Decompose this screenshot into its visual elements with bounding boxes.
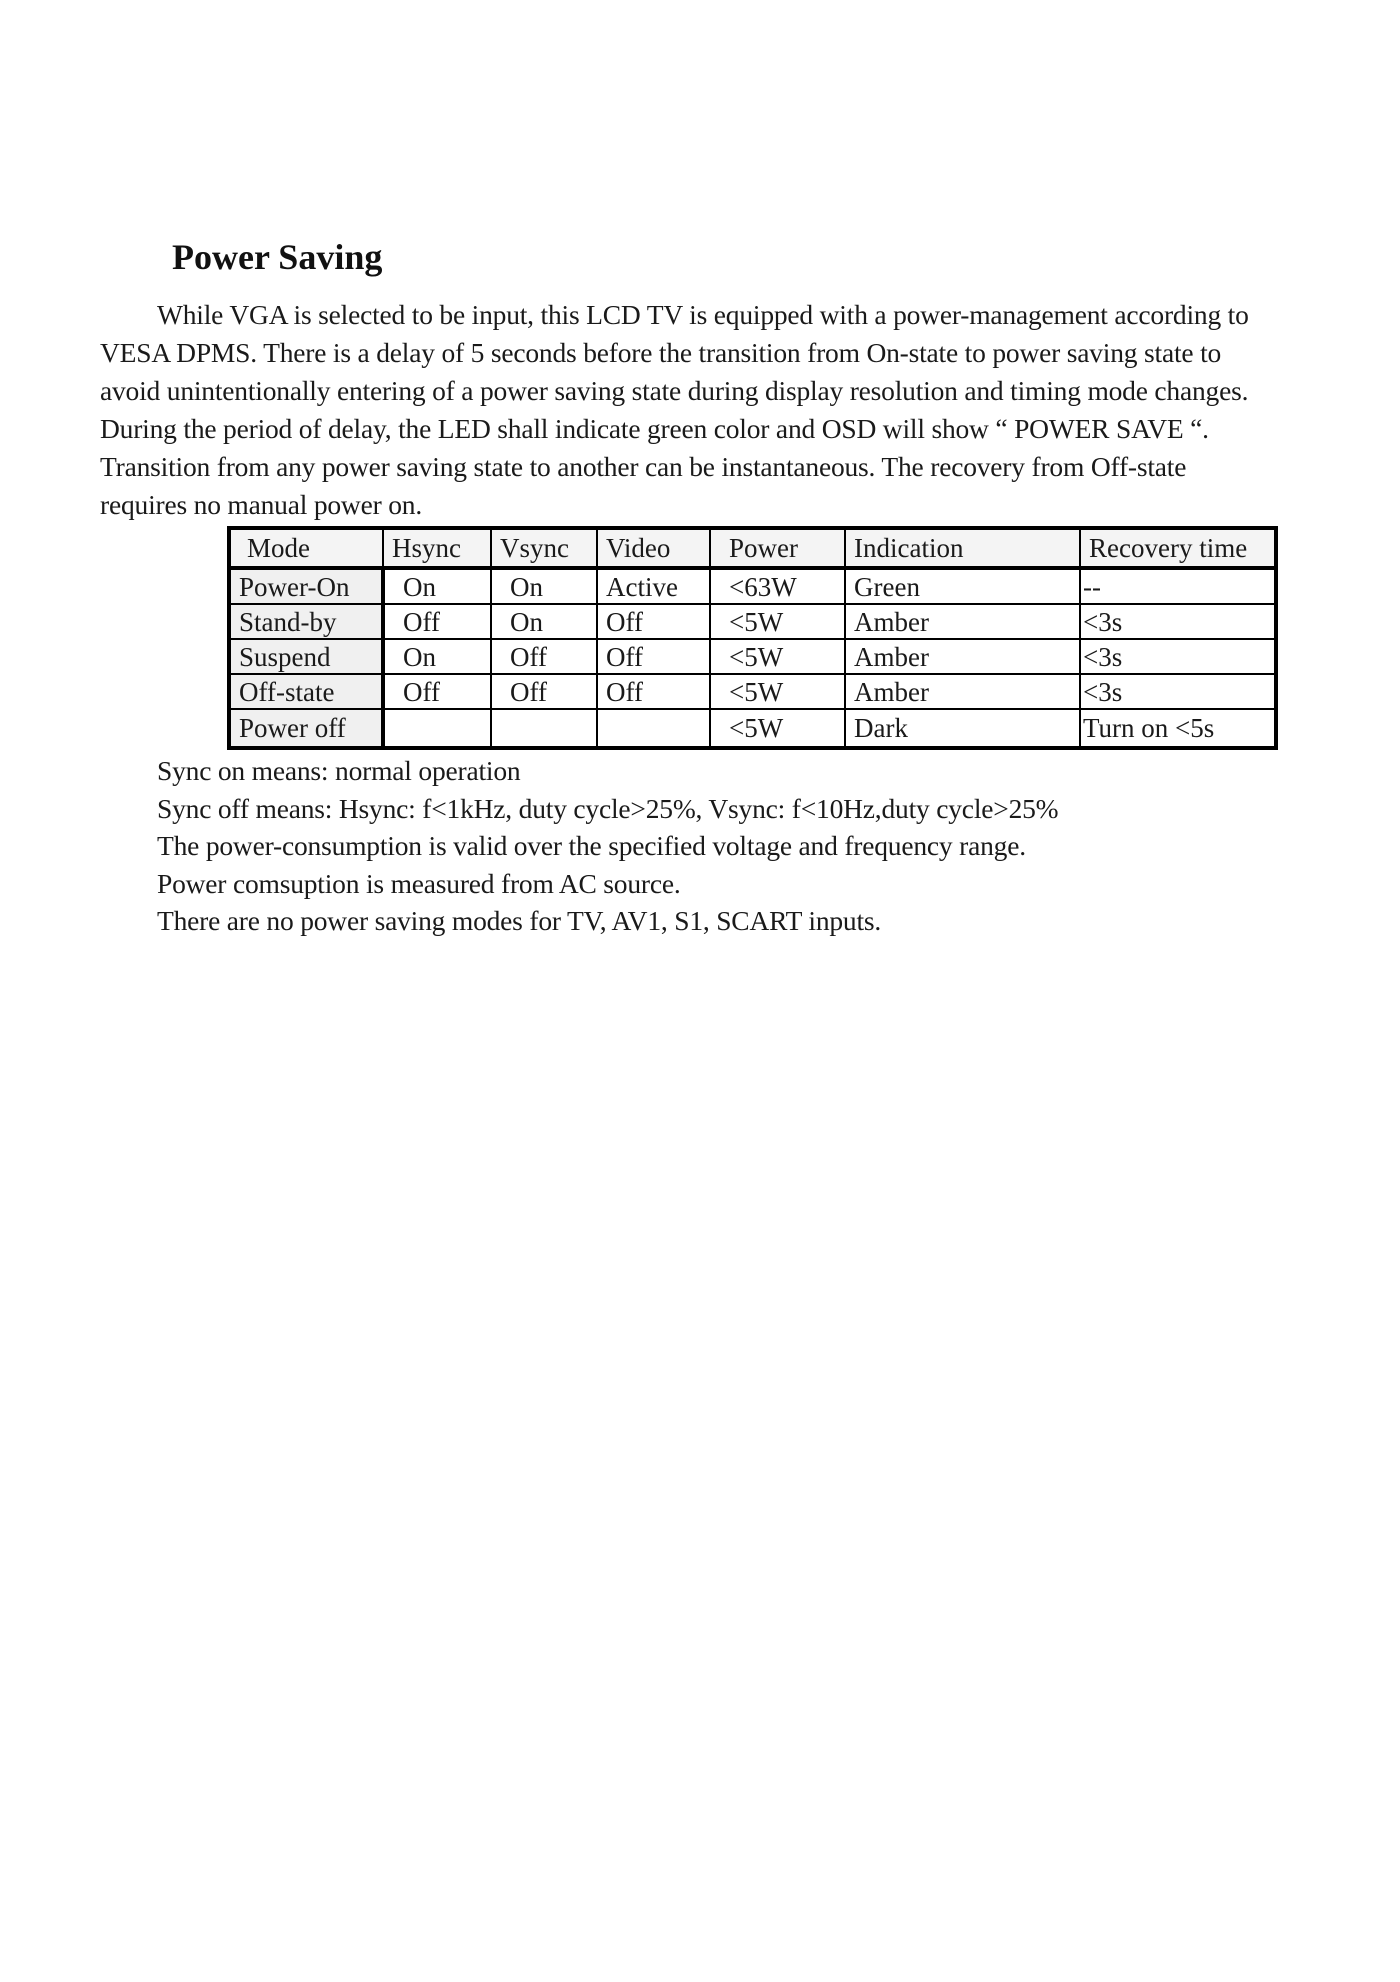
hsync-cell: Off [383,674,491,709]
indication-cell: Amber [845,639,1080,674]
table-row [229,568,1276,604]
recovery-time-cell: Turn on <5s [1080,709,1276,748]
mode-cell: Power off [229,709,383,748]
power-cell: <5W [710,604,845,639]
recovery-time-cell: <3s [1080,639,1276,674]
column-header-recovery-time: Recovery time [1080,528,1276,568]
column-header-indication: Indication [845,528,1080,568]
vsync-cell: On [491,568,597,604]
video-cell: Active [597,568,710,604]
recovery-time-cell: -- [1080,568,1276,604]
video-cell [597,709,710,748]
note-line: Power comsuption is measured from AC source. [157,867,681,899]
table-row [229,604,1276,639]
column-header-hsync: Hsync [383,528,491,568]
mode-cell: Suspend [229,639,383,674]
mode-cell: Off-state [229,674,383,709]
indication-cell: Amber [845,674,1080,709]
power-cell: <5W [710,639,845,674]
video-cell: Off [597,674,710,709]
mode-cell: Power-On [229,568,383,604]
column-header-video: Video [597,528,710,568]
hsync-cell [383,709,491,748]
mode-cell: Stand-by [229,604,383,639]
hsync-cell: On [383,639,491,674]
column-header-power: Power [710,528,845,568]
power-modes-table [227,526,1278,750]
vsync-cell: Off [491,674,597,709]
vsync-cell: On [491,604,597,639]
power-cell: <63W [710,568,845,604]
note-line: There are no power saving modes for TV, AV1, S1, SCART inputs. [157,905,882,936]
column-header-vsync: Vsync [491,528,597,568]
indication-cell: Amber [845,604,1080,639]
column-header-mode: Mode [229,528,383,568]
table-header-row [229,528,1276,568]
note-line: Sync off means: Hsync: f<1kHz, duty cycle>25%, Vsync: f<10Hz,duty cycle>25% [157,792,1059,824]
video-cell: Off [597,604,710,639]
vsync-cell [491,709,597,748]
notes-list [157,752,1058,940]
intro-line: During the period of delay, the LED shall indicate green color and OSD will show “ POWER SAVE “. [100,413,1209,444]
intro-line: avoid unintentionally entering of a power saving state during display resolution and timing mode changes. [100,375,1249,406]
recovery-time-cell: <3s [1080,604,1276,639]
recovery-time-cell: <3s [1080,674,1276,709]
vsync-cell: Off [491,639,597,674]
note-line: Sync on means: normal operation [157,755,521,786]
intro-line: requires no manual power on. [100,489,423,520]
table-row [229,639,1276,674]
power-cell: <5W [710,709,845,748]
intro-line: VESA DPMS. There is a delay of 5 seconds before the transition from On-state to power saving state to [100,337,1222,368]
indication-cell: Dark [845,709,1080,748]
hsync-cell: On [383,568,491,604]
intro-line: While VGA is selected to be input, this LCD TV is equipped with a power-management according to [157,299,1249,330]
section-title: Power Saving [172,237,383,277]
intro-paragraph [100,296,1310,524]
indication-cell: Green [845,568,1080,604]
table-row [229,674,1276,709]
note-line: The power-consumption is valid over the specified voltage and frequency range. [157,830,1026,861]
table-row [229,709,1276,748]
video-cell: Off [597,639,710,674]
hsync-cell: Off [383,604,491,639]
power-cell: <5W [710,674,845,709]
intro-line: Transition from any power saving state to another can be instantaneous. The recovery from Off-state [100,451,1187,482]
